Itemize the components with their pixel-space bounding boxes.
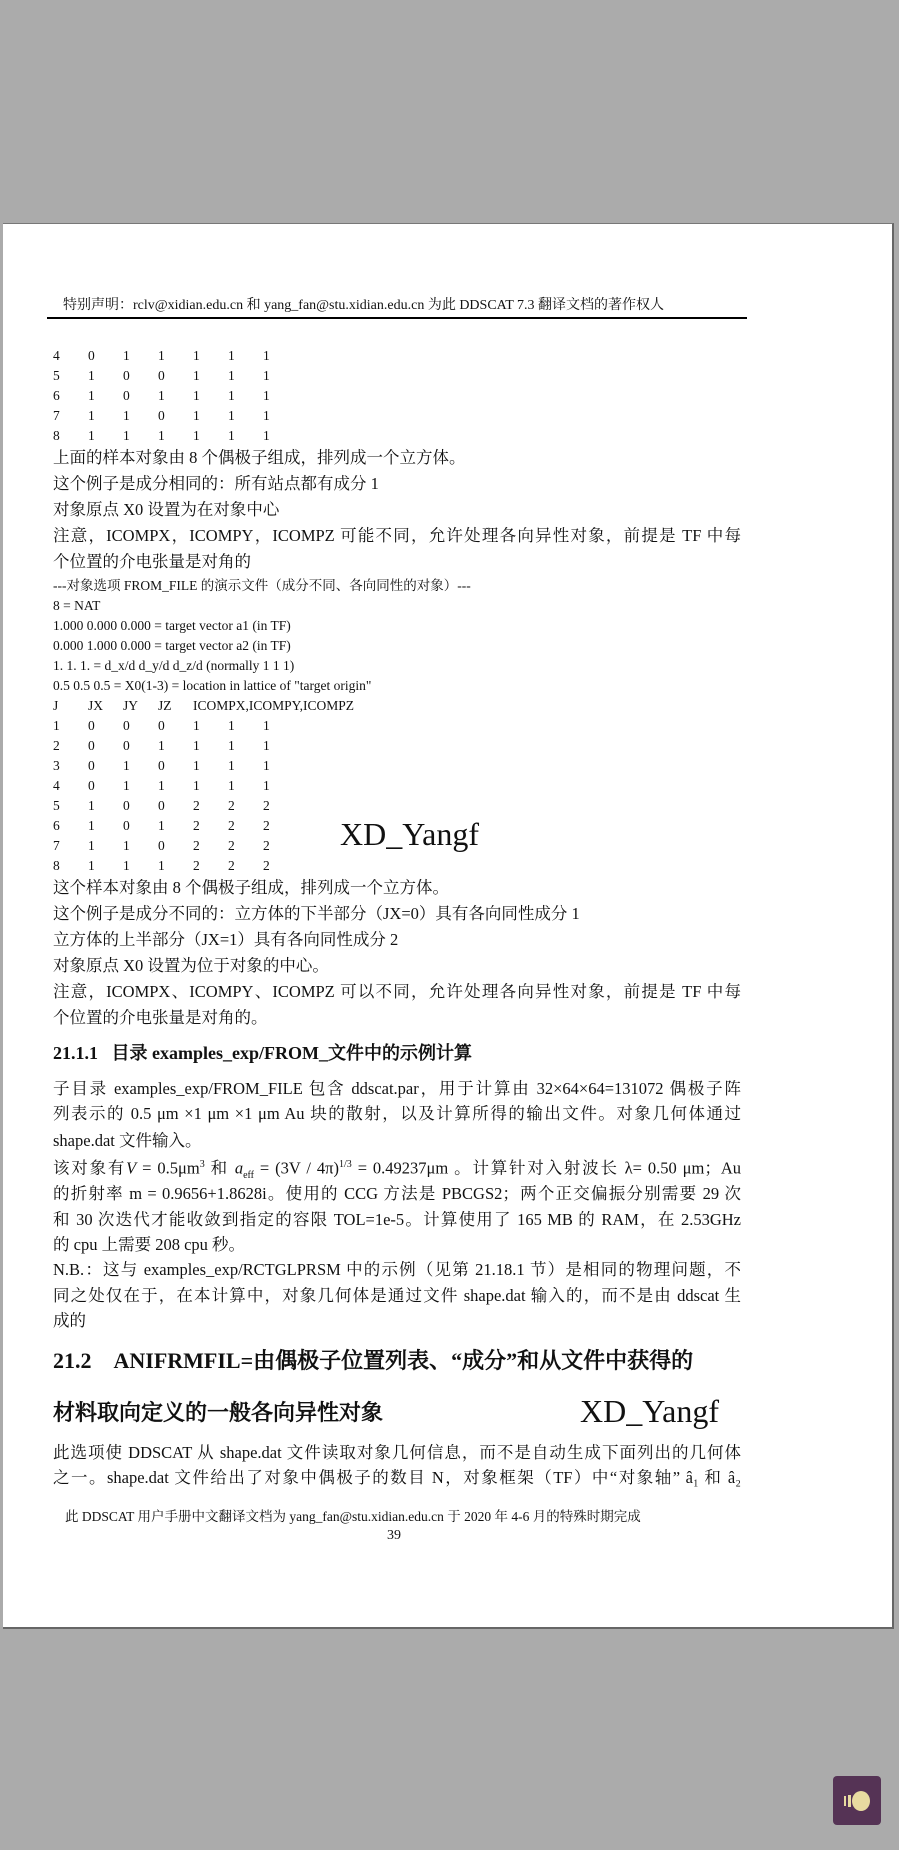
table-cell: 1	[88, 818, 95, 833]
table-cell: 0	[123, 368, 130, 383]
section-number: 21.2	[53, 1348, 92, 1373]
table-cell: 0	[88, 738, 95, 753]
table-cell: 1	[158, 818, 165, 833]
page-footer: 此 DDSCAT 用户手册中文翻译文档为 yang_fan@stu.xidian.edu.cn 于 2020 年 4-6 月的特殊时期完成	[65, 1509, 641, 1524]
table-cell: 1	[263, 408, 270, 423]
table-cell: 1	[193, 388, 200, 403]
table-cell: 1	[88, 368, 95, 383]
table-cell: 1	[88, 408, 95, 423]
table-cell: 1	[228, 718, 235, 733]
table-cell: 1	[158, 778, 165, 793]
table-cell: 7	[53, 838, 60, 853]
table-cell: 1	[158, 388, 165, 403]
table-cell: 1	[263, 718, 270, 733]
document-page	[3, 223, 894, 1629]
table-cell: 1	[123, 778, 130, 793]
code-line: ---对象选项 FROM_FILE 的演示文件（成分不同、各向同性的对象）---	[53, 578, 471, 593]
table-cell: 2	[263, 858, 270, 873]
paragraph-line: 和 30 次迭代才能收敛到指定的容限 TOL=1e-5。计算使用了 165 MB 的 RAM，在 2.53GHz	[53, 1210, 741, 1229]
table-cell: 1	[228, 778, 235, 793]
var-v: V	[126, 1158, 137, 1178]
table-cell: 2	[53, 738, 60, 753]
table-cell: 0	[123, 388, 130, 403]
table-cell: 1	[263, 738, 270, 753]
table-cell: 0	[158, 798, 165, 813]
section-heading-21-2	[53, 1350, 693, 1372]
table-cell: 2	[263, 798, 270, 813]
table-cell: 2	[228, 858, 235, 873]
page-number: 39	[387, 1528, 401, 1543]
header-rule	[47, 317, 747, 319]
paragraph-line: 成的	[53, 1311, 86, 1330]
table-header: J	[53, 698, 59, 713]
table-cell: 1	[228, 758, 235, 773]
table-cell: 6	[53, 388, 60, 403]
paragraph-line: 个位置的介电张量是对角的。	[53, 1008, 268, 1027]
table-cell: 1	[88, 838, 95, 853]
table-cell: 0	[123, 718, 130, 733]
table-cell: 1	[263, 348, 270, 363]
table-cell: 3	[53, 758, 60, 773]
table-cell: 1	[123, 348, 130, 363]
table-cell: 1	[228, 388, 235, 403]
table-cell: 1	[123, 428, 130, 443]
table-cell: 5	[53, 798, 60, 813]
text: = (3V / 4π)	[254, 1158, 340, 1178]
paragraph-line: 列表示的 0.5 μm ×1 μm ×1 μm Au 块的散射，以及计算所得的输出文件。对象几何体通过	[53, 1104, 741, 1123]
table-cell: 0	[158, 408, 165, 423]
table-cell: 1	[193, 408, 200, 423]
table-cell: 2	[263, 838, 270, 853]
watermark: XD_Yangf	[580, 1393, 719, 1429]
table-cell: 7	[53, 408, 60, 423]
table-cell: 0	[123, 818, 130, 833]
table-cell: 0	[158, 718, 165, 733]
subscript: eff	[243, 1169, 255, 1181]
paragraph-line: 此选项使 DDSCAT 从 shape.dat 文件读取对象几何信息，而不是自动生成下面列出的几何体	[53, 1443, 741, 1462]
math-line	[53, 1160, 741, 1181]
paragraph-line: 对象原点 X0 设置为位于对象的中心。	[53, 956, 329, 975]
table-cell: 1	[193, 758, 200, 773]
table-cell: 2	[228, 798, 235, 813]
table-cell: 2	[193, 818, 200, 833]
table-cell: 0	[88, 778, 95, 793]
page-header: 特别声明：rclv@xidian.edu.cn 和 yang_fan@stu.xidian.edu.cn 为此 DDSCAT 7.3 翻译文档的著作权人	[63, 298, 665, 313]
paragraph-line: 立方体的上半部分（JX=1）具有各向同性成分 2	[53, 930, 399, 949]
table-cell: 0	[158, 368, 165, 383]
table-cell: 8	[53, 858, 60, 873]
paragraph-line: 的折射率 m = 0.9656+1.8628i。使用的 CCG 方法是 PBCGS2；两个正交偏振分别需要 29 次	[53, 1184, 741, 1203]
paragraph-line: 同之处仅在于，在本计算中，对象几何体是通过文件 shape.dat 输入的，而不是由 ddscat 生	[53, 1286, 741, 1305]
section-title: 目录 examples_exp/FROM_文件中的示例计算	[111, 1043, 472, 1063]
paragraph-line: shape.dat 文件输入。	[53, 1131, 202, 1150]
table-cell: 1	[228, 408, 235, 423]
table-cell: 1	[123, 408, 130, 423]
code-line: 1.000 0.000 0.000 = target vector a1 (in TF)	[53, 618, 291, 633]
table-cell: 1	[193, 368, 200, 383]
table-cell: 2	[228, 838, 235, 853]
section-title: ANIFRMFIL=由偶极子位置列表、“成分”和从文件中获得的	[113, 1348, 694, 1373]
table-cell: 2	[228, 818, 235, 833]
code-line: 8 = NAT	[53, 598, 101, 613]
table-cell: 1	[193, 778, 200, 793]
watermark: XD_Yangf	[340, 816, 479, 852]
paragraph-line: 个位置的介电张量是对角的	[53, 552, 251, 571]
table-cell: 1	[123, 838, 130, 853]
table-cell: 2	[193, 858, 200, 873]
paragraph-line: 这个例子是成分不同的：立方体的下半部分（JX=0）具有各向同性成分 1	[53, 904, 580, 923]
code-line: 0.5 0.5 0.5 = X0(1-3) = location in lattice of "target origin"	[53, 678, 372, 693]
table-header: JY	[123, 698, 139, 713]
code-line: 0.000 1.000 0.000 = target vector a2 (in TF)	[53, 638, 291, 653]
superscript: 1/3	[339, 1159, 352, 1170]
table-cell: 0	[88, 348, 95, 363]
table-cell: 1	[123, 858, 130, 873]
table-cell: 1	[193, 718, 200, 733]
table-cell: 1	[88, 428, 95, 443]
table-header: ICOMPX,ICOMPY,ICOMPZ	[193, 698, 355, 713]
hint-button[interactable]	[833, 1776, 881, 1825]
table-cell: 0	[88, 758, 95, 773]
code-line: 1. 1. 1. = d_x/d d_y/d d_z/d (normally 1 1 1)	[53, 658, 295, 673]
table-cell: 2	[263, 818, 270, 833]
section-heading-21-1-1	[53, 1044, 472, 1062]
table-cell: 1	[263, 778, 270, 793]
table-header: JZ	[158, 698, 172, 713]
table-cell: 1	[193, 428, 200, 443]
paragraph-line: N.B.：这与 examples_exp/RCTGLPRSM 中的示例（见第 21.18.1 节）是相同的物理问题，不	[53, 1260, 741, 1279]
table-cell: 1	[53, 718, 60, 733]
table-cell: 4	[53, 348, 60, 363]
text: = 0.49237μm 。计算针对入射波长 λ= 0.50 μm；Au	[351, 1158, 742, 1178]
paragraph-line: 子目录 examples_exp/FROM_FILE 包含 ddscat.par，用于计算由 32×64×64=131072 偶极子阵	[53, 1079, 741, 1098]
table-cell: 6	[53, 818, 60, 833]
paragraph-line: 对象原点 X0 设置为在对象中心	[53, 500, 280, 519]
table-cell: 1	[228, 348, 235, 363]
table-cell: 1	[88, 858, 95, 873]
paragraph-line: 的 cpu 上需要 208 cpu 秒。	[53, 1235, 246, 1254]
paragraph-line: 注意，ICOMPX，ICOMPY，ICOMPZ 可能不同，允许处理各向异性对象，前提是 TF 中每	[53, 526, 741, 545]
table-header: JX	[88, 698, 104, 713]
table-cell: 1	[158, 858, 165, 873]
table-cell: 0	[158, 758, 165, 773]
table-cell: 1	[88, 798, 95, 813]
var-a: a	[234, 1158, 244, 1178]
table-cell: 0	[123, 738, 130, 753]
table-cell: 1	[263, 758, 270, 773]
paragraph-line: 上面的样本对象由 8 个偶极子组成，排列成一个立方体。	[53, 448, 466, 467]
table-cell: 8	[53, 428, 60, 443]
text: = 0.5μm	[136, 1158, 200, 1178]
table-cell: 1	[228, 428, 235, 443]
table-cell: 2	[193, 798, 200, 813]
table-cell: 4	[53, 778, 60, 793]
table-cell: 1	[228, 368, 235, 383]
table-cell: 1	[263, 428, 270, 443]
table-cell: 1	[158, 428, 165, 443]
table-cell: 1	[158, 348, 165, 363]
table-cell: 5	[53, 368, 60, 383]
text: 该对象有	[53, 1158, 127, 1178]
paragraph-line: 这个例子是成分相同的：所有站点都有成分 1	[53, 474, 379, 493]
table-cell: 1	[263, 368, 270, 383]
table-cell: 0	[88, 718, 95, 733]
table-cell: 1	[193, 738, 200, 753]
table-cell: 1	[263, 388, 270, 403]
table-cell: 0	[123, 798, 130, 813]
table-cell: 1	[123, 758, 130, 773]
section-heading-21-2-cont: 材料取向定义的一般各向异性对象	[53, 1400, 384, 1425]
table-cell: 1	[228, 738, 235, 753]
text: 和	[204, 1158, 235, 1178]
table-cell: 1	[193, 348, 200, 363]
paragraph-line: 这个样本对象由 8 个偶极子组成，排列成一个立方体。	[53, 878, 449, 897]
section-number: 21.1.1	[53, 1043, 98, 1063]
table-cell: 1	[88, 388, 95, 403]
table-cell: 0	[158, 838, 165, 853]
superscript: 3	[199, 1159, 205, 1170]
paragraph-line: 之一。shape.dat 文件给出了对象中偶极子的数目 N，对象框架（TF）中“对象轴” â₁ 和 â₂	[53, 1468, 741, 1487]
lightbulb-icon	[842, 1790, 872, 1812]
paragraph-line: 注意，ICOMPX、ICOMPY、ICOMPZ 可以不同，允许处理各向异性对象，前提是 TF 中每	[53, 982, 741, 1001]
table-cell: 2	[193, 838, 200, 853]
table-cell: 1	[158, 738, 165, 753]
